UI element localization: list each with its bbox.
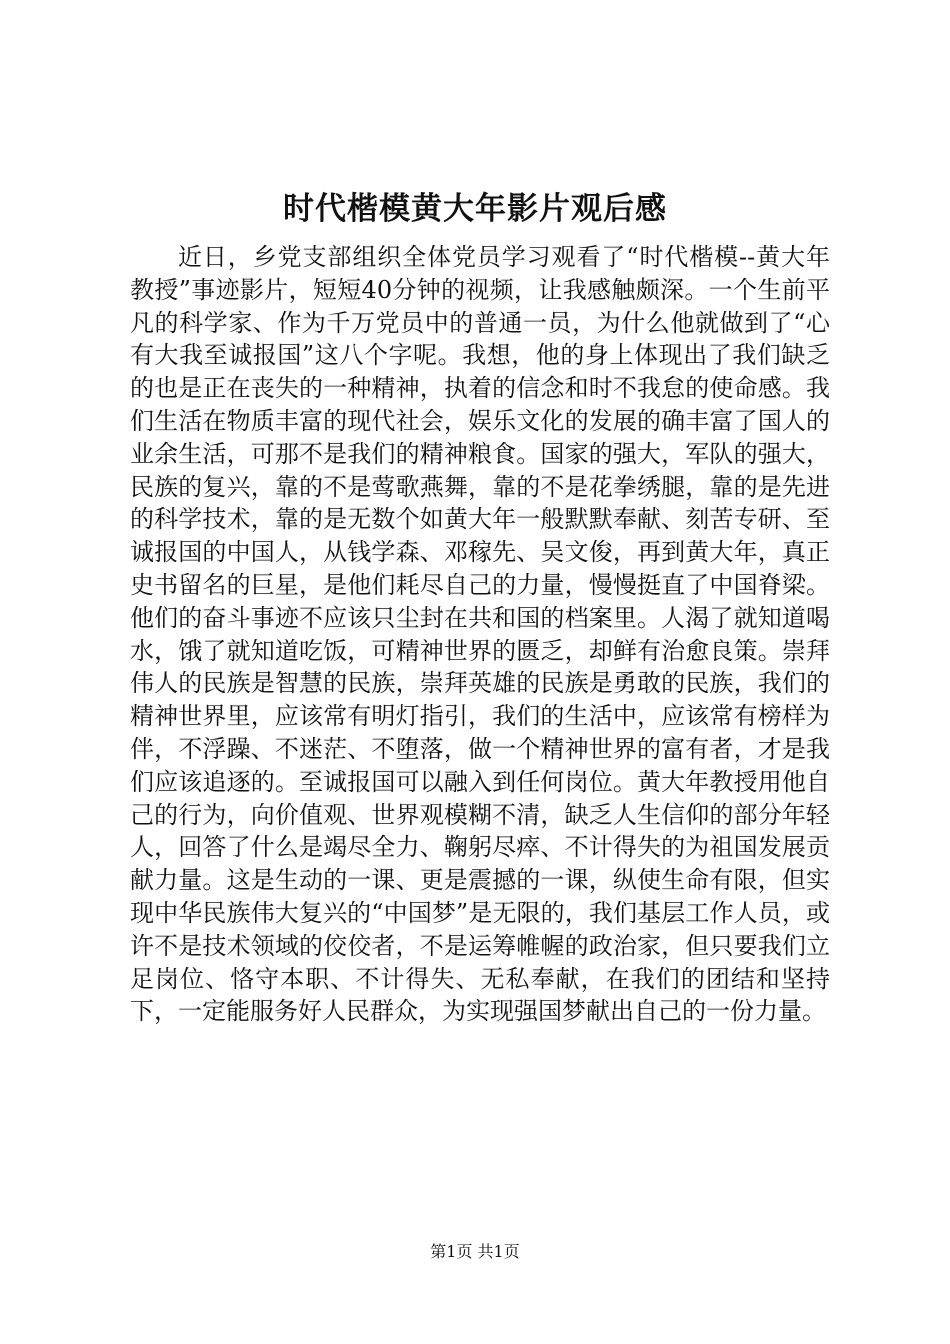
document-body-paragraph: 近日，乡党支部组织全体党员学习观看了“时代楷模--黄大年教授”事迹影片，短短40分钟的视频，让我感触颇深。一个生前平凡的科学家、作为千万党员中的普通一员，为什么他就做到了“心有大我至诚报国”这八个字呢。我想，他的身上体现出了我们缺乏的也是正在丧失的一种精神，执着的信念和时不我怠的使命感。我们生活在物质丰富的现代社会，娱乐文化的发展的确丰富了国人的业余生活，可那不是我们的精神粮食。国家的强大，军队的强大，民族的复兴，靠的不是莺歌燕舞，靠的不是花拳绣腿，靠的是先进的科学技术，靠的是无数个如黄大年一般默默奉献、刻苦专研、至诚报国的中国人，从钱学森、邓稼先、吴文俊，再到黄大年，真正史书留名的巨星，是他们耗尽自己的力量，慢慢挺直了中国脊梁。他们的奋斗事迹不应该只尘封在共和国的档案里。人渴了就知道喝水，饿了就知道吃饭，可精神世界的匮乏，却鲜有治愈良策。崇拜伟人的民族是智慧的民族，崇拜英雄的民族是勇敢的民族，我们的精神世界里，应该常有明灯指引，我们的生活中，应该常有榜样为伴，不浮躁、不迷茫、不堕落，做一个精神世界的富有者，才是我们应该追逐的。至诚报国可以融入到任何岗位。黄大年教授用他自己的行为，向价值观、世界观模糊不清，缺乏人生信仰的部分年轻人，回答了什么是竭尽全力、鞠躬尽瘁、不计得失的为祖国发展贡献力量。这是生动的一课、更是震撼的一课，纵使生命有限，但实现中华民族伟大复兴的“中国梦”是无限的，我们基层工作人员，或许不是技术领域的佼佼者，不是运筹帷幄的政治家，但只要我们立足岗位、恪守本职、不计得失、无私奉献，在我们的团结和坚持下，一定能服务好人民群众，为实现强国梦献出自己的一份力量。 [130, 243, 830, 1026]
page-footer: 第1页 共1页 [430, 1242, 520, 1261]
document-title: 时代楷模黄大年影片观后感 [283, 191, 667, 227]
